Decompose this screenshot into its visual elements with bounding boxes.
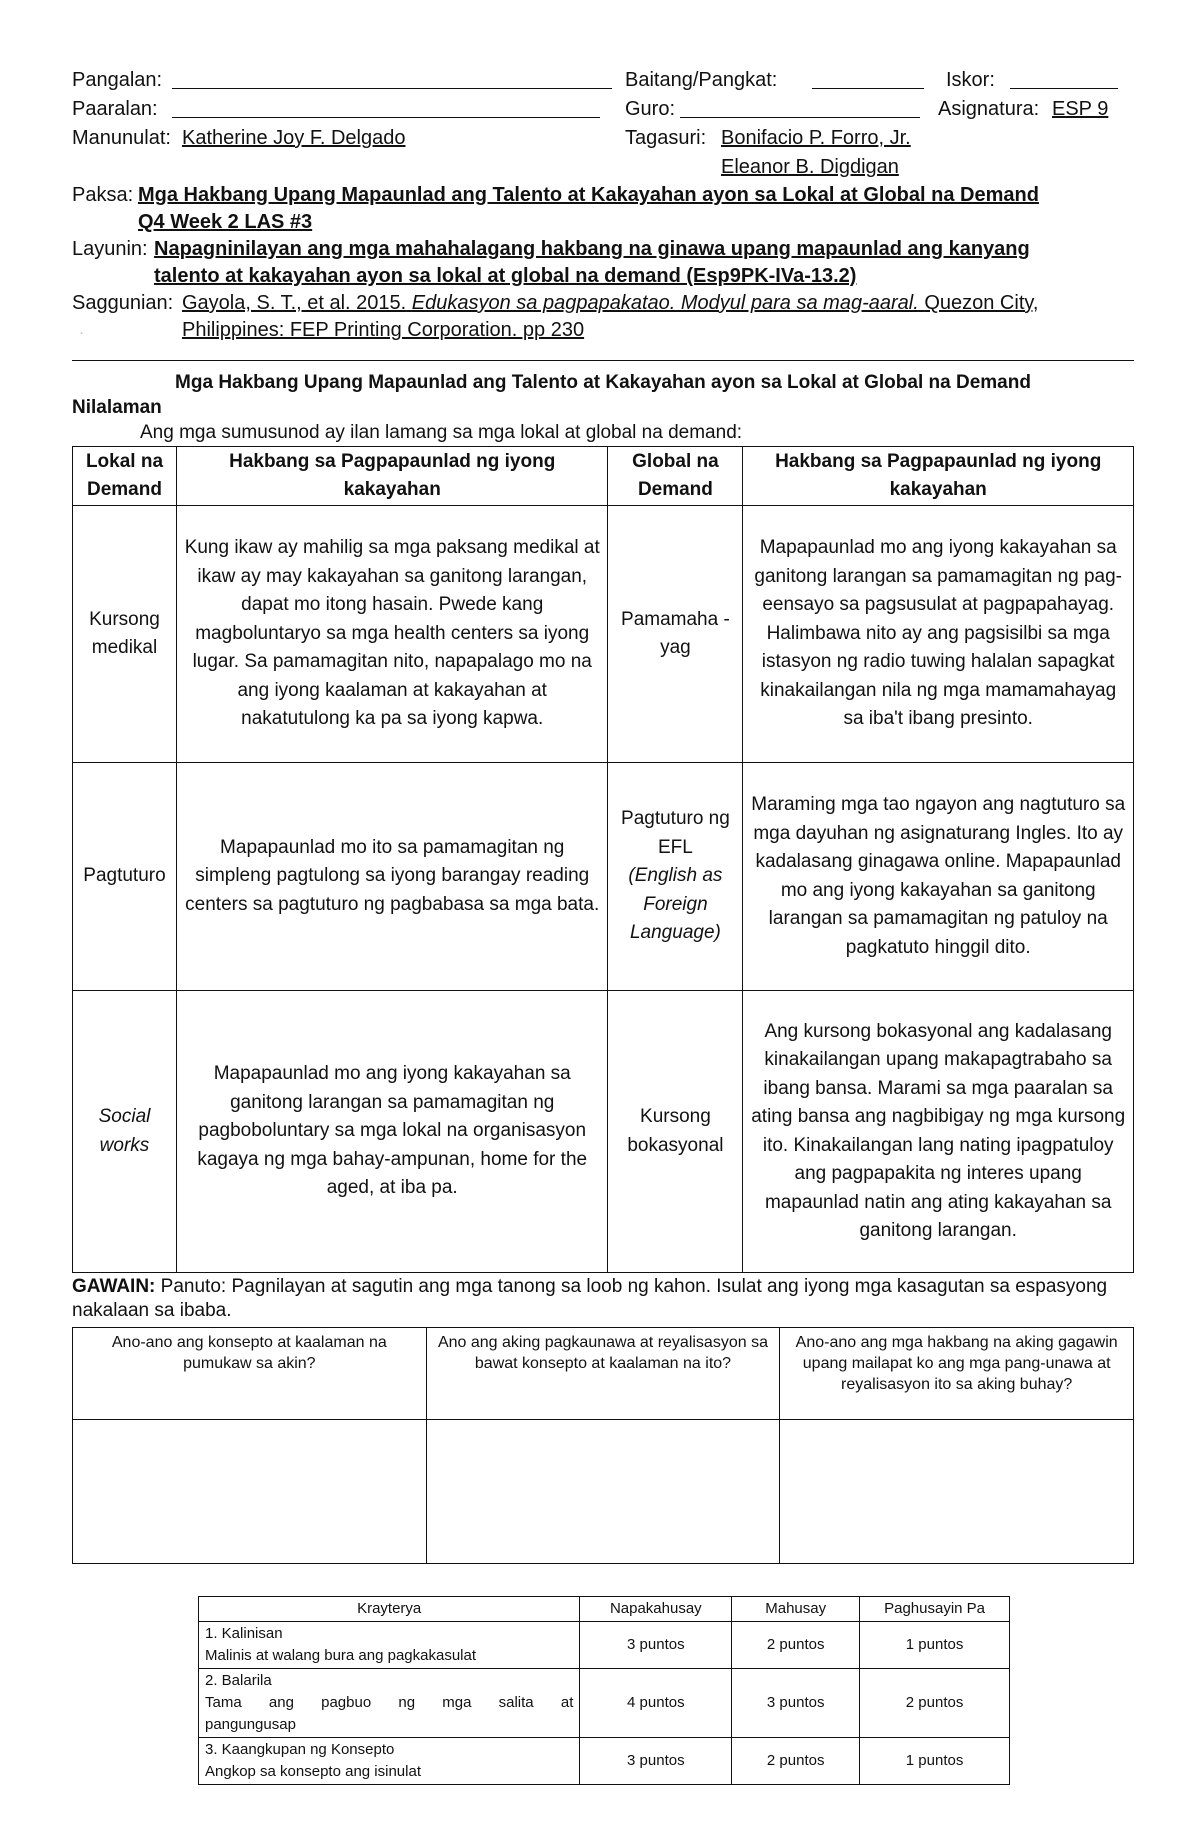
grade-label: Baitang/Pangkat: — [625, 69, 778, 91]
question-3: Ano-ano ang mga hakbang na aking gagawin upang mailapat ko ang mga pang-unawa at reyalisasyon ito sa aking buhay? — [780, 1328, 1134, 1420]
rubric-row — [199, 1622, 1010, 1669]
content-title: Mga Hakbang Upang Mapaunlad ang Talento at Kakayahan ayon sa Lokal at Global na Demand — [175, 372, 1031, 393]
rubric-header-row — [199, 1597, 1010, 1622]
rubric-criteria-desc-cont: pangungusap — [205, 1716, 296, 1733]
table-row — [73, 763, 1134, 991]
table-row — [73, 991, 1134, 1273]
objective-block — [72, 236, 1134, 290]
objective-line-1: Napagninilayan ang mga mahahalagang hakbang na ginawa upang mapaunlad ang kanyang — [154, 238, 1030, 260]
local-steps-cell: Kung ikaw ay mahilig sa mga paksang medikal at ikaw ay may kakayahan sa ganitong larangan, dapat mo itong hasain. Pwede kang magboluntaryo sa mga health centers sa iyong lugar. Sa pamamagitan nito, napapalago mo na ang iyong kaalaman at kakayahan at nakatutulong ka pa sa iyong kapwa. — [176, 506, 607, 763]
reference-title: Edukasyon sa pagpapakatao. Modyul para sa mag-aaral. — [411, 292, 919, 314]
rubric-table — [198, 1596, 1010, 1785]
header-row-4 — [72, 153, 1134, 182]
rubric-header-improve: Paghusayin Pa — [860, 1597, 1010, 1622]
local-steps-cell: Mapapaunlad mo ito sa pamamagitan ng simpleng pagtulong sa iyong barangay reading centers sa pagtuturo ng pagbabasa sa mga bata. — [176, 763, 607, 991]
rubric-score-improve: 1 puntos — [860, 1622, 1010, 1669]
local-steps-cell: Mapapaunlad mo ang iyong kakayahan sa ganitong larangan sa pamamagitan ng pagboboluntary sa mga lokal na organisasyon kagaya ng mga bahay-ampunan, home for the aged, at iba pa. — [176, 991, 607, 1273]
header-global-demand: Global na Demand — [608, 447, 743, 506]
rubric-header-excellent: Napakahusay — [580, 1597, 732, 1622]
reference-label: Saggunian: — [72, 292, 174, 314]
answer-box-2[interactable] — [426, 1420, 780, 1564]
header-global-steps: Hakbang sa Pagpapaunlad ng iyong kakayahan — [743, 447, 1134, 506]
rubric-score-excellent: 3 puntos — [580, 1738, 732, 1785]
reviewer-label: Tagasuri: — [625, 127, 707, 149]
global-demand-cell: Pamamaha -yag — [608, 506, 743, 763]
question-2: Ano ang aking pagkaunawa at reyalisasyon sa bawat konsepto at kaalaman na ito? — [426, 1328, 780, 1420]
global-demand-sub: (English as Foreign Language) — [628, 865, 723, 944]
topic-block — [72, 182, 1134, 236]
rubric-header-criteria: Krayterya — [199, 1597, 580, 1622]
reference-line-1 — [72, 290, 1134, 317]
name-label: Pangalan: — [72, 69, 163, 91]
reference-block — [72, 290, 1134, 344]
objective-label: Layunin: — [72, 238, 148, 260]
reviewer-2: Eleanor B. Digdigan — [721, 156, 899, 178]
global-demand-cell: Kursong bokasyonal — [608, 991, 743, 1273]
rubric-score-improve: 1 puntos — [860, 1738, 1010, 1785]
local-demand-cell: Kursong medikal — [73, 506, 177, 763]
header-row-1 — [72, 66, 1134, 95]
answer-box-3[interactable] — [780, 1420, 1134, 1564]
section-heading: Nilalaman — [72, 397, 162, 418]
teacher-field[interactable] — [680, 97, 920, 118]
rubric-score-good: 2 puntos — [732, 1622, 860, 1669]
subject-label: Asignatura: — [938, 98, 1040, 120]
table-row — [73, 506, 1134, 763]
worksheet-page — [72, 66, 1134, 1785]
rubric-score-good: 3 puntos — [732, 1669, 860, 1738]
global-demand-name: Pagtuturo ng EFL — [621, 808, 730, 858]
stray-mark-icon: ` — [80, 332, 84, 343]
divider — [72, 360, 1134, 361]
subject-value: ESP 9 — [1052, 98, 1109, 120]
header-row-2 — [72, 95, 1134, 124]
rubric-score-excellent: 3 puntos — [580, 1622, 732, 1669]
answer-row — [73, 1420, 1134, 1564]
topic-line-1: Mga Hakbang Upang Mapaunlad ang Talento at Kakayahan ayon sa Lokal at Global na Demand — [138, 184, 1039, 206]
school-label: Paaralan: — [72, 98, 158, 120]
topic-line-2: Q4 Week 2 LAS #3 — [138, 211, 313, 233]
question-row — [73, 1328, 1134, 1420]
writer-label: Manunulat: — [72, 127, 171, 149]
rubric-criteria-cell — [199, 1669, 580, 1738]
name-field[interactable] — [172, 68, 612, 89]
rubric-score-good: 2 puntos — [732, 1738, 860, 1785]
grade-field[interactable] — [812, 68, 924, 89]
global-steps-cell: Mapapaunlad mo ang iyong kakayahan sa ganitong larangan sa pamamagitan ng pag-eensayo sa pagsusulat at pagpapahayag. Halimbawa nito ay ang pagsisilbi sa mga istasyon ng radio tuwing halalan sapagkat kinakailangan nila ng mga mamamahayag sa iba't ibang presinto. — [743, 506, 1134, 763]
rubric-criteria-desc: Angkop sa konsepto ang isinulat — [205, 1763, 421, 1780]
global-steps-cell: Maraming mga tao ngayon ang nagtuturo sa mga dayuhan ng asignaturang Ingles. Ito ay kadalasang ginagawa online. Mapapaunlad mo ang iyong kakayahan sa ganitong larangan sa pamamagitan ng patuloy na pagkatuto hinggil dito. — [743, 763, 1134, 991]
school-field[interactable] — [172, 97, 600, 118]
rubric-row — [199, 1669, 1010, 1738]
local-demand-cell: Social works — [73, 991, 177, 1273]
rubric-header-good: Mahusay — [732, 1597, 860, 1622]
demand-table — [72, 446, 1134, 1273]
rubric-score-excellent: 4 puntos — [580, 1669, 732, 1738]
writer-value: Katherine Joy F. Delgado — [182, 127, 406, 149]
reference-place: Quezon City, — [924, 292, 1039, 314]
intro-text: Ang mga sumusunod ay ilan lamang sa mga lokal at global na demand: — [140, 422, 743, 443]
table-header-row — [73, 447, 1134, 506]
teacher-label: Guro: — [625, 98, 676, 120]
rubric-score-improve: 2 puntos — [860, 1669, 1010, 1738]
global-steps-cell: Ang kursong bokasyonal ang kadalasang kinakailangan upang makapagtrabaho sa ibang bansa. Marami sa mga paaralan sa ating bansa ang nagbibigay ng mga kursong ito. Kinakailangan lang nating ipagpatuloy ang pagpapakita ng interes upang mapaunlad natin ang ating kakayahan sa ganitong larangan. — [743, 991, 1134, 1273]
header-local-steps: Hakbang sa Pagpapaunlad ng iyong kakayahan — [176, 447, 607, 506]
objective-line-2: talento at kakayahan ayon sa lokal at global na demand (Esp9PK-IVa-13.2) — [154, 265, 857, 287]
rubric-criteria-title: 3. Kaangkupan ng Konsepto — [205, 1741, 395, 1758]
rubric-criteria-cell — [199, 1738, 580, 1785]
header-row-3 — [72, 124, 1134, 153]
local-demand-cell: Pagtuturo — [73, 763, 177, 991]
rubric-criteria-title: 1. Kalinisan — [205, 1625, 283, 1642]
rubric-criteria-title: 2. Balarila — [205, 1672, 272, 1689]
rubric-criteria-desc: Malinis at walang bura ang pagkakasulat — [205, 1647, 477, 1664]
rubric-row — [199, 1738, 1010, 1785]
activity-label: GAWAIN: — [72, 1276, 156, 1297]
rubric-criteria-desc: Tama ang pagbuo ng mga salita at — [205, 1694, 574, 1711]
question-1: Ano-ano ang konsepto at kaalaman na pumukaw sa akin? — [73, 1328, 427, 1420]
answer-box-1[interactable] — [73, 1420, 427, 1564]
activity-instructions — [72, 1275, 1134, 1323]
score-label: Iskor: — [946, 69, 995, 91]
reflection-table — [72, 1327, 1134, 1564]
score-field[interactable] — [1010, 68, 1118, 89]
reference-author: Gayola, S. T., et al. 2015. — [182, 292, 407, 314]
activity-text: Panuto: Pagnilayan at sagutin ang mga tanong sa loob ng kahon. Isulat ang iyong mga kasagutan sa espasyong nakalaan sa ibaba. — [72, 1276, 1108, 1321]
global-demand-cell — [608, 763, 743, 991]
reviewer-1: Bonifacio P. Forro, Jr. — [721, 127, 911, 149]
topic-label: Paksa: — [72, 184, 134, 206]
rubric-criteria-cell — [199, 1622, 580, 1669]
reference-line-2: Philippines: FEP Printing Corporation. pp 230 — [182, 319, 585, 341]
header-local-demand: Lokal na Demand — [73, 447, 177, 506]
